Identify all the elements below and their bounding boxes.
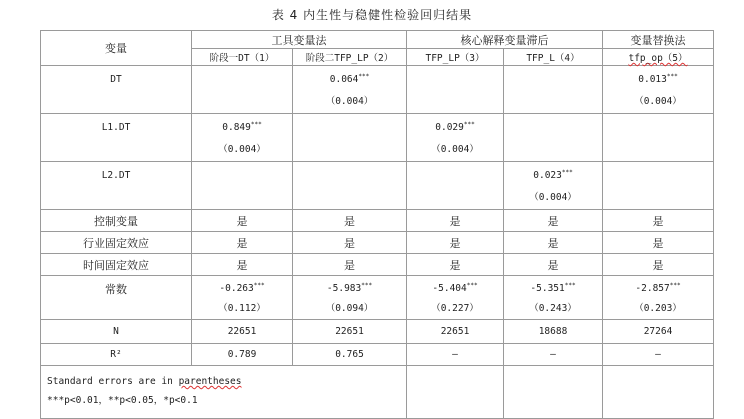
table-row-constant [41,276,714,320]
row-label-dt: DT [110,74,122,85]
table-row-l1dt [41,114,714,162]
note-standard-errors: Standard errors are in parentheses [47,376,242,387]
dt-se-5: （0.004） [634,96,682,107]
const-coef-5: -2.857*** [635,281,681,294]
table-row-control: 控制变量 是 是 是 是 是 [41,210,714,232]
row-label-r2: R² [41,344,192,366]
const-coef-4: -5.351*** [530,281,576,294]
dt-se-2: （0.004） [325,96,374,107]
table-row-time-fe: 时间固定效应 是 是 是 是 是 [41,254,714,276]
const-coef-1: -0.263*** [219,281,265,294]
const-coef-2: -5.983*** [326,281,373,294]
column-header-4: TFP_L（4） [504,49,603,66]
variable-header: 变量 [41,31,192,66]
column-header-5: tfp_op（5） [603,49,714,66]
column-header-2: 阶段二TFP_LP（2） [293,49,407,66]
table-notes-row [41,366,714,419]
note-significance: ***p<0.01，**p<0.05，*p<0.1 [47,395,198,406]
table-notes [41,366,406,410]
const-se-3: （0.227） [431,303,479,314]
const-coef-3: -5.404*** [432,281,478,294]
l1dt-se-3: （0.004） [431,144,479,155]
table-row-industry-fe: 行业固定效应 是 是 是 是 是 [41,232,714,254]
dt-coef-2: 0.064*** [329,72,370,85]
table-row-dt [41,66,714,114]
const-se-2: （0.094） [325,303,374,314]
const-se-5: （0.203） [634,303,682,314]
table-row-n: N 22651 22651 22651 18688 27264 [41,320,714,344]
group-header-iv: 工具变量法 [192,31,407,49]
row-label-n: N [41,320,192,344]
const-se-1: （0.112） [218,303,266,314]
group-header-lag: 核心解释变量滞后 [407,31,603,49]
row-label-l2dt: L2.DT [101,170,131,181]
group-header-replace: 变量替换法 [603,31,714,49]
row-label-l1dt: L1.DT [101,122,131,133]
column-header-1: 阶段一DT（1） [192,49,293,66]
row-label-constant: 常数 [105,283,127,296]
l1dt-se-1: （0.004） [218,144,266,155]
l2dt-coef-4: 0.023*** [533,168,573,181]
column-header-3: TFP_LP（3） [407,49,504,66]
header-group-row [41,31,714,49]
dt-coef-5: 0.013*** [638,72,678,85]
table-row-r2: R² 0.789 0.765 — — — [41,344,714,366]
row-label-control: 控制变量 [41,210,192,232]
regression-table [40,30,714,419]
table-title: 表 4 内生性与稳健性检验回归结果 [271,8,473,22]
const-se-4: （0.243） [529,303,577,314]
table-row-l2dt [41,162,714,210]
l1dt-coef-3: 0.029*** [435,120,475,133]
row-label-industry-fe: 行业固定效应 [41,232,192,254]
l1dt-coef-1: 0.849*** [222,120,262,133]
l2dt-se-4: （0.004） [529,192,577,203]
row-label-time-fe: 时间固定效应 [41,254,192,276]
